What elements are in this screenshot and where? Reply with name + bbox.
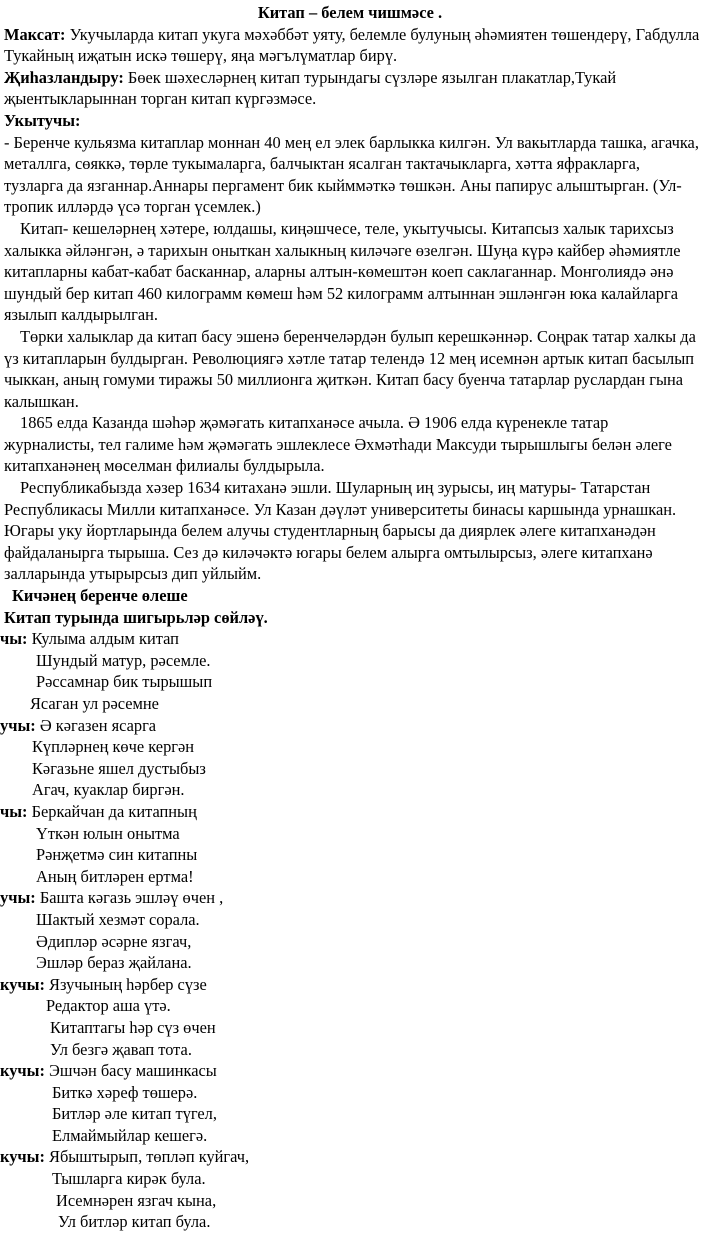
stanza-first-line — [0, 715, 700, 737]
section-heading-poems: Китап турында шигырьләр сөйләү. — [4, 607, 268, 627]
poem-line: Елмаймыйлар кешегә. — [52, 1125, 208, 1145]
goal-paragraph — [0, 24, 700, 67]
document-title: Китап – белем чишмәсе . — [257, 3, 443, 22]
poem-line: Битләр әле китап түгел, — [52, 1104, 217, 1124]
poem-line: Рәссамнар бик тырышып — [36, 672, 213, 692]
goal-text: Укучыларда китап укуга мәхәббәт уяту, белемле булуның әһәмиятен төшендерү, Габдулла Тукайның иҗатын искә төшерү, яңа мәгълүматлар бирү. — [4, 24, 700, 66]
stanza-first-line — [0, 801, 700, 823]
poem-line: Ул битләр китап була. — [58, 1212, 211, 1232]
speaker-label: учы: — [0, 715, 36, 735]
speaker-label: чы: — [0, 801, 28, 821]
speaker-label: учы: — [0, 888, 36, 908]
stanza — [0, 715, 700, 801]
speaker-label: чы: — [0, 629, 28, 649]
stanza — [0, 801, 700, 887]
poem-line: Беркайчан да китапның — [31, 801, 197, 821]
goal-label: Максат: — [4, 24, 66, 44]
poem-line: Ә кәгазен ясарга — [39, 715, 157, 735]
paragraph-turkic: Төрки халыклар да китап басу эшенә беренчеләрдән булып керешкәннәр. Соңрак татар халкы да үз китапларын булдырган. Революциягә хәтле татар телендә 12 мең исемнән артык китап басылып чыккан, аның гомуми тиражы 50 миллионга җиткән. Китап басу буенча татарлар руслардан гына калышкан. — [4, 326, 696, 411]
poem-line: Үткән юлын онытма — [36, 823, 180, 843]
poem-line: Шактый хезмәт сорала. — [36, 909, 200, 929]
poem-line: Эшчән басу машинкасы — [49, 1061, 217, 1081]
poem-line: Биткә хәреф төшерә. — [52, 1082, 198, 1102]
stanza — [0, 628, 700, 714]
poem-line: Шундый матур, рәсемле. — [36, 650, 211, 670]
teacher-label: Укытучы: — [4, 110, 81, 130]
paragraph-library: 1865 елда Казанда шәһәр җәмәгать китапханәсе ачыла. Ә 1906 елда күренекле татар журналисты, тел галиме һәм җәмәгать эшлеклесе Әхмәтһади Максуди тырышлыгы белән әлеге китапханәнең мөселман филиалы булдырыла. — [4, 413, 672, 476]
stanza-first-line — [0, 887, 700, 909]
poem-line: Кулыма алдым китап — [31, 629, 179, 649]
poem-line: Исемнәрен язгач кына, — [56, 1190, 217, 1210]
equipment-paragraph — [0, 67, 700, 110]
poems-list — [0, 628, 700, 1233]
poem-line: Китаптагы һәр сүз өчен — [50, 1017, 216, 1037]
poem-line: Ясаган ул рәсемне — [30, 694, 159, 713]
stanza — [0, 1060, 700, 1146]
speaker-label: кучы: — [0, 974, 45, 994]
section-heading-first-part: Кичәнең беренче өлеше — [12, 586, 188, 606]
stanza — [0, 887, 700, 973]
poem-line: Кәгазьне яшел дустыбыз — [32, 758, 206, 778]
poem-line: Редактор аша үтә. — [46, 996, 171, 1016]
poem-line: Эшләр бераз җайлана. — [36, 953, 192, 973]
stanza — [0, 1146, 700, 1232]
stanza-first-line — [0, 1146, 700, 1168]
equipment-label: Җиһазландыру: — [4, 67, 124, 87]
poem-line: Ул безгә җавап тота. — [50, 1039, 192, 1059]
stanza — [0, 974, 700, 1060]
poem-line: Рәнҗетмә син китапны — [36, 845, 198, 865]
paragraph-republic: Республикабызда хәзер 1634 китаханә эшли. Шуларның иң зурысы, иң матуры- Татарстан Республикасы Милли китапханәсе. Ул Казан дәүләт университеты бинасы каршында урнашкан. Югары уку йортларында белем алучы студентларның барысы да диярлек әлеге китапханәдән файдаланырга тырыша. Сез дә киләчәктә югары белем алырга омтылырсыз, әлеге китапханә залларында утырырсыз дип уйлыйм. — [4, 478, 677, 584]
poem-line: Күпләрнең көче кергән — [32, 737, 195, 757]
document-page — [0, 2, 700, 1233]
poem-line: Язучының һәрбер сүзе — [49, 974, 207, 994]
stanza-first-line — [0, 628, 700, 650]
poem-line: Аның битләрен ертма! — [36, 866, 194, 886]
speaker-label: кучы: — [0, 1147, 45, 1167]
stanza-first-line — [0, 974, 700, 996]
poem-line: Тышларга кирәк була. — [52, 1169, 206, 1189]
paragraph-memory: Китап- кешеләрнең хәтере, юлдашы, киңәшчесе, теле, укытучысы. Китапсыз халык тарихсыз халыкка әйләнгән, ә тарихын оныткан халыкның киләчәге өзелгән. Шуңа күрә кайбер әһәмиятле китапларны кабат-кабат басканнар, аларны алтын-көмештән коеп саклаганнар. Монголиядә әнә шундый бер китап 460 килограмм көмеш һәм 52 килограмм алтыннан эшләнгән юка калайларга язылып калдырылган. — [4, 218, 681, 325]
poem-line: Ябыштырып, төпләп куйгач, — [49, 1147, 250, 1167]
stanza-first-line — [0, 1060, 700, 1082]
poem-line: Әдипләр әсәрне язгач, — [36, 931, 192, 951]
equipment-text: Бөек шәхесләрнең китап турындагы сүзләре язылган плакатлар,Тукай җыентыкларыннан торган китап күргәзмәсе. — [4, 67, 617, 109]
poem-line: Агач, куаклар биргән. — [32, 780, 185, 800]
paragraph-history: - Беренче кульязма китаплар моннан 40 мең ел элек барлыкка килгән. Ул вакытларда ташка, агачка, металлга, сөяккә, төрле тукымаларга, балчыктан ясалган тактачыкларга, хәтта яфракларга, тузларга да язганнар.Аннары пергамент бик кыйммәткә төшкән. Аны папирус алыштырган. (Ул- тропик илләрдә үсә торган үсемлек.) — [4, 132, 699, 217]
poem-line: Башта кәгазь эшләү өчен , — [39, 888, 224, 908]
speaker-label: кучы: — [0, 1061, 45, 1081]
